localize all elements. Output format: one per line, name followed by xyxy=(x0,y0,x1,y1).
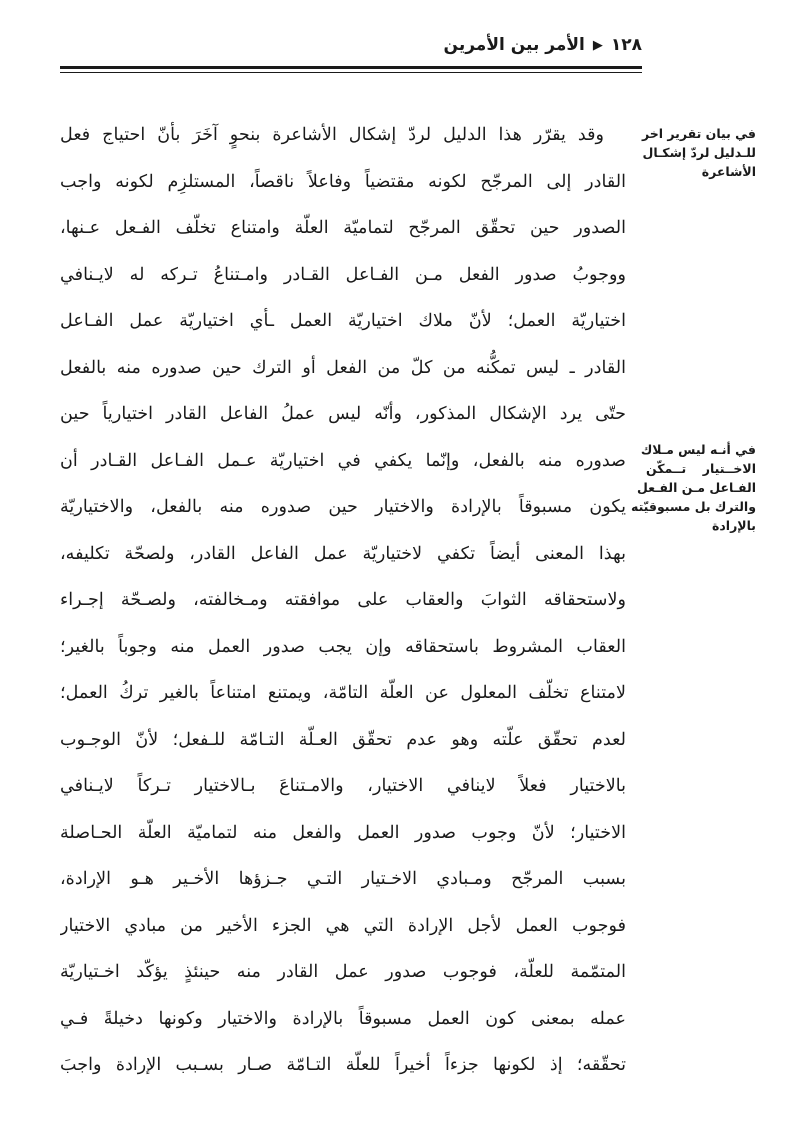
text-line: وقد يقرّر هذا الدليل لردّ إشكال الأشاعرة بنحوٍ آخَرَ بأنّ احتياج فعل xyxy=(60,125,604,145)
text-line: الاختيار؛ لأنّ وجوب صدور العمل والفعل منه لتماميّة العلّة الحـاصلة xyxy=(60,822,626,843)
margin-note-line: الاخــتيار تــمكّن xyxy=(646,461,756,476)
text-line: القادر ـ ليس تمكُّنه من كلّ من الفعل أو الترك حين صدوره منه بالفعل xyxy=(60,357,626,378)
running-title: الأمر بين الأمرين xyxy=(443,35,585,55)
margin-note-line: والترك بل مسبوقيّته xyxy=(630,499,756,514)
text-line: حتّى يرد الإشكال المذكور، وأنّه ليس عملُ الفاعل القادر اختيارياً حين xyxy=(60,404,626,424)
page-number: ١٢٨ xyxy=(610,35,642,55)
text-line: تحقّقه؛ إذ لكونها جزءاً أخيراً للعلّة التـامّة صـار بسـبب الإرادة واجبَ xyxy=(60,1055,626,1075)
text-line: ووجوبُ صدور الفعل مـن الفـاعل القـادر وامـتناعُ تـركه له لايـنافي xyxy=(60,264,626,285)
running-header xyxy=(60,30,642,60)
text-line: يكون مسبوقاً بالإرادة والاختيار حين صدوره منه بالفعل، والاختياريّة xyxy=(60,497,626,517)
margin-note-line: بالإرادة xyxy=(712,518,756,533)
text-line: القادر إلى المرجّح لكونه مقتضياً وفاعلاً ناقصاً، المستلزِم لكونه واجب xyxy=(60,171,626,192)
text-line: ولاستحقاقه الثوابَ والعقاب على موافقته ومـخالفته، ولصـحّة إجـراء xyxy=(60,590,626,610)
margin-note-line: الفـاعل مـن الفـعل xyxy=(636,480,756,495)
margin-note-line: للـدليل لردّ إشكـال xyxy=(642,145,756,160)
text-line: الصدور حين تحقّق المرجّح لتماميّة العلّة وامتناع تخلّف الفـعل عـنها، xyxy=(60,218,626,238)
text-line: اختياريّة العمل؛ لأنّ ملاك اختياريّة العمل ـأي اختياريّة عمل الفـاعل xyxy=(60,311,626,331)
text-line: بهذا المعنى أيضاً تكفي لاختياريّة عمل الفاعل القادر، ولصحّة تكليفه، xyxy=(60,543,626,564)
text-line: لعدم تحقّق علّته وهو عدم تحقّق العـلّة التـامّة للـفعل؛ لأنّ الوجـوب xyxy=(60,729,626,750)
text-line: عمله بمعنى كون العمل مسبوقاً بالإرادة والاختيار وكونها دخيلةً فـي xyxy=(60,1008,626,1029)
margin-note-line: في أنـه ليس مـلاك xyxy=(640,442,756,457)
text-line: المتمّمة للعلّة، فوجوب صدور عمل القادر منه حينئذٍ يؤكّد اخـتياريّة xyxy=(60,962,626,982)
text-line: صدوره منه بالفعل، وإنّما يكفي في اختياريّة عـمل الفـاعل القـادر أن xyxy=(60,450,626,471)
margin-note-line: الأشاعرة xyxy=(701,164,756,179)
margin-note-line: في بيان تقرير اخر xyxy=(641,126,756,141)
margin-note-1 xyxy=(641,124,756,181)
text-line: بالاختيار فعلاً لاينافي الاختيار، والامـتناعَ بـالاختيار تـركاً لايـنافي xyxy=(60,776,626,796)
header-rule-thick xyxy=(60,66,642,69)
text-line: لامتناع تخلّف المعلول عن العلّة التامّة، ويمتنع امتناعاً بالغير تركُ العمل؛ xyxy=(60,683,626,703)
triangle-marker-icon: ▶ xyxy=(592,37,603,53)
margin-note-2 xyxy=(630,440,756,535)
header-rule-thin xyxy=(60,72,642,73)
body-text xyxy=(60,112,626,1089)
text-line: فوجوب العمل لأجل الإرادة التي هي الجزء الأخير من مبادي الاختيار xyxy=(60,915,626,936)
text-line: العقاب المشروط باستحقاقه وإن يجب صدور العمل منه وجوباً بالغير؛ xyxy=(60,636,626,657)
text-line: بسبب المرجّح ومـبادي الاخـتيار التـي جـزؤها الأخـير هـو الإرادة، xyxy=(60,869,626,889)
